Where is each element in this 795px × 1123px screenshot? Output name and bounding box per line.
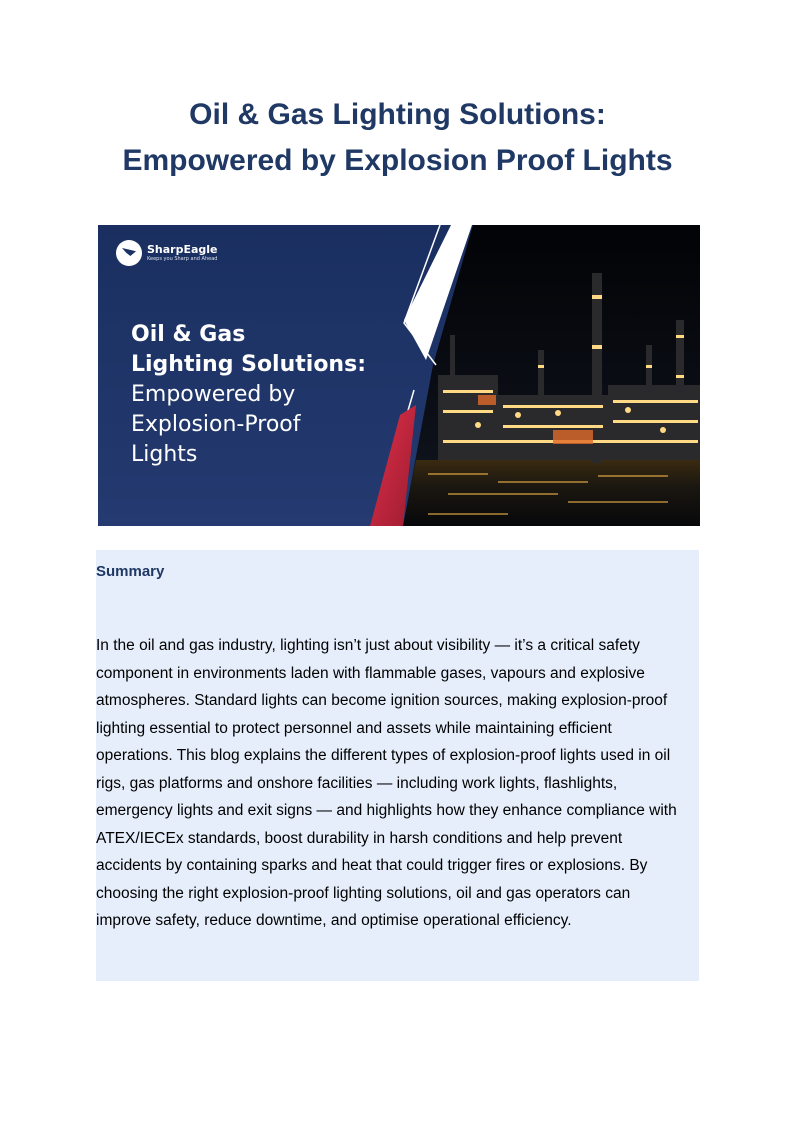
summary-line: accidents by containing sparks and heat that could trigger fires or explosions. By <box>96 857 648 874</box>
summary-line: atmospheres. Standard lights can become ignition sources, making explosion-proof <box>96 692 668 709</box>
page-title-line-2: Empowered by Explosion Proof Lights <box>122 144 673 177</box>
summary-line: In the oil and gas industry, lighting isn’t just about visibility — it’s a critical safety <box>96 637 640 654</box>
page-title <box>0 92 795 184</box>
summary-line: operations. This blog explains the different types of explosion-proof lights used in oil <box>96 747 671 764</box>
sharpeagle-logo <box>116 240 218 266</box>
logo-tagline: Keeps you Sharp and Ahead <box>147 256 218 262</box>
summary-heading: Summary <box>96 563 165 580</box>
banner-heading-line-3: Empowered by <box>131 382 296 407</box>
summary-paragraph <box>96 632 699 935</box>
banner-heading-line-4: Explosion-Proof <box>131 412 301 437</box>
banner-heading-line-1: Oil & Gas <box>131 322 246 347</box>
summary-line: choosing the right explosion-proof lighting solutions, oil and gas operators can <box>96 884 631 902</box>
summary-line: rigs, gas platforms and onshore facilities — including work lights, flashlights, <box>96 774 618 792</box>
summary-box <box>96 550 699 981</box>
eagle-icon <box>116 240 142 266</box>
summary-line: ATEX/IECEx standards, boost durability in harsh conditions and help prevent <box>96 829 623 847</box>
banner-heading-line-5: Lights <box>131 442 198 467</box>
logo-name: SharpEagle <box>147 243 218 256</box>
banner-heading-line-2: Lighting Solutions: <box>131 352 366 377</box>
banner-heading <box>131 320 366 470</box>
summary-line: lighting essential to protect personnel and assets while maintaining efficient <box>96 719 612 737</box>
summary-line: emergency lights and exit signs — and highlights how they enhance compliance with <box>96 802 677 819</box>
page-title-line-1: Oil & Gas Lighting Solutions: <box>189 98 606 131</box>
hero-banner-image <box>98 225 700 526</box>
summary-line: improve safety, reduce downtime, and optimise operational efficiency. <box>96 912 572 929</box>
summary-line: component in environments laden with flammable gases, vapours and explosive <box>96 664 645 682</box>
